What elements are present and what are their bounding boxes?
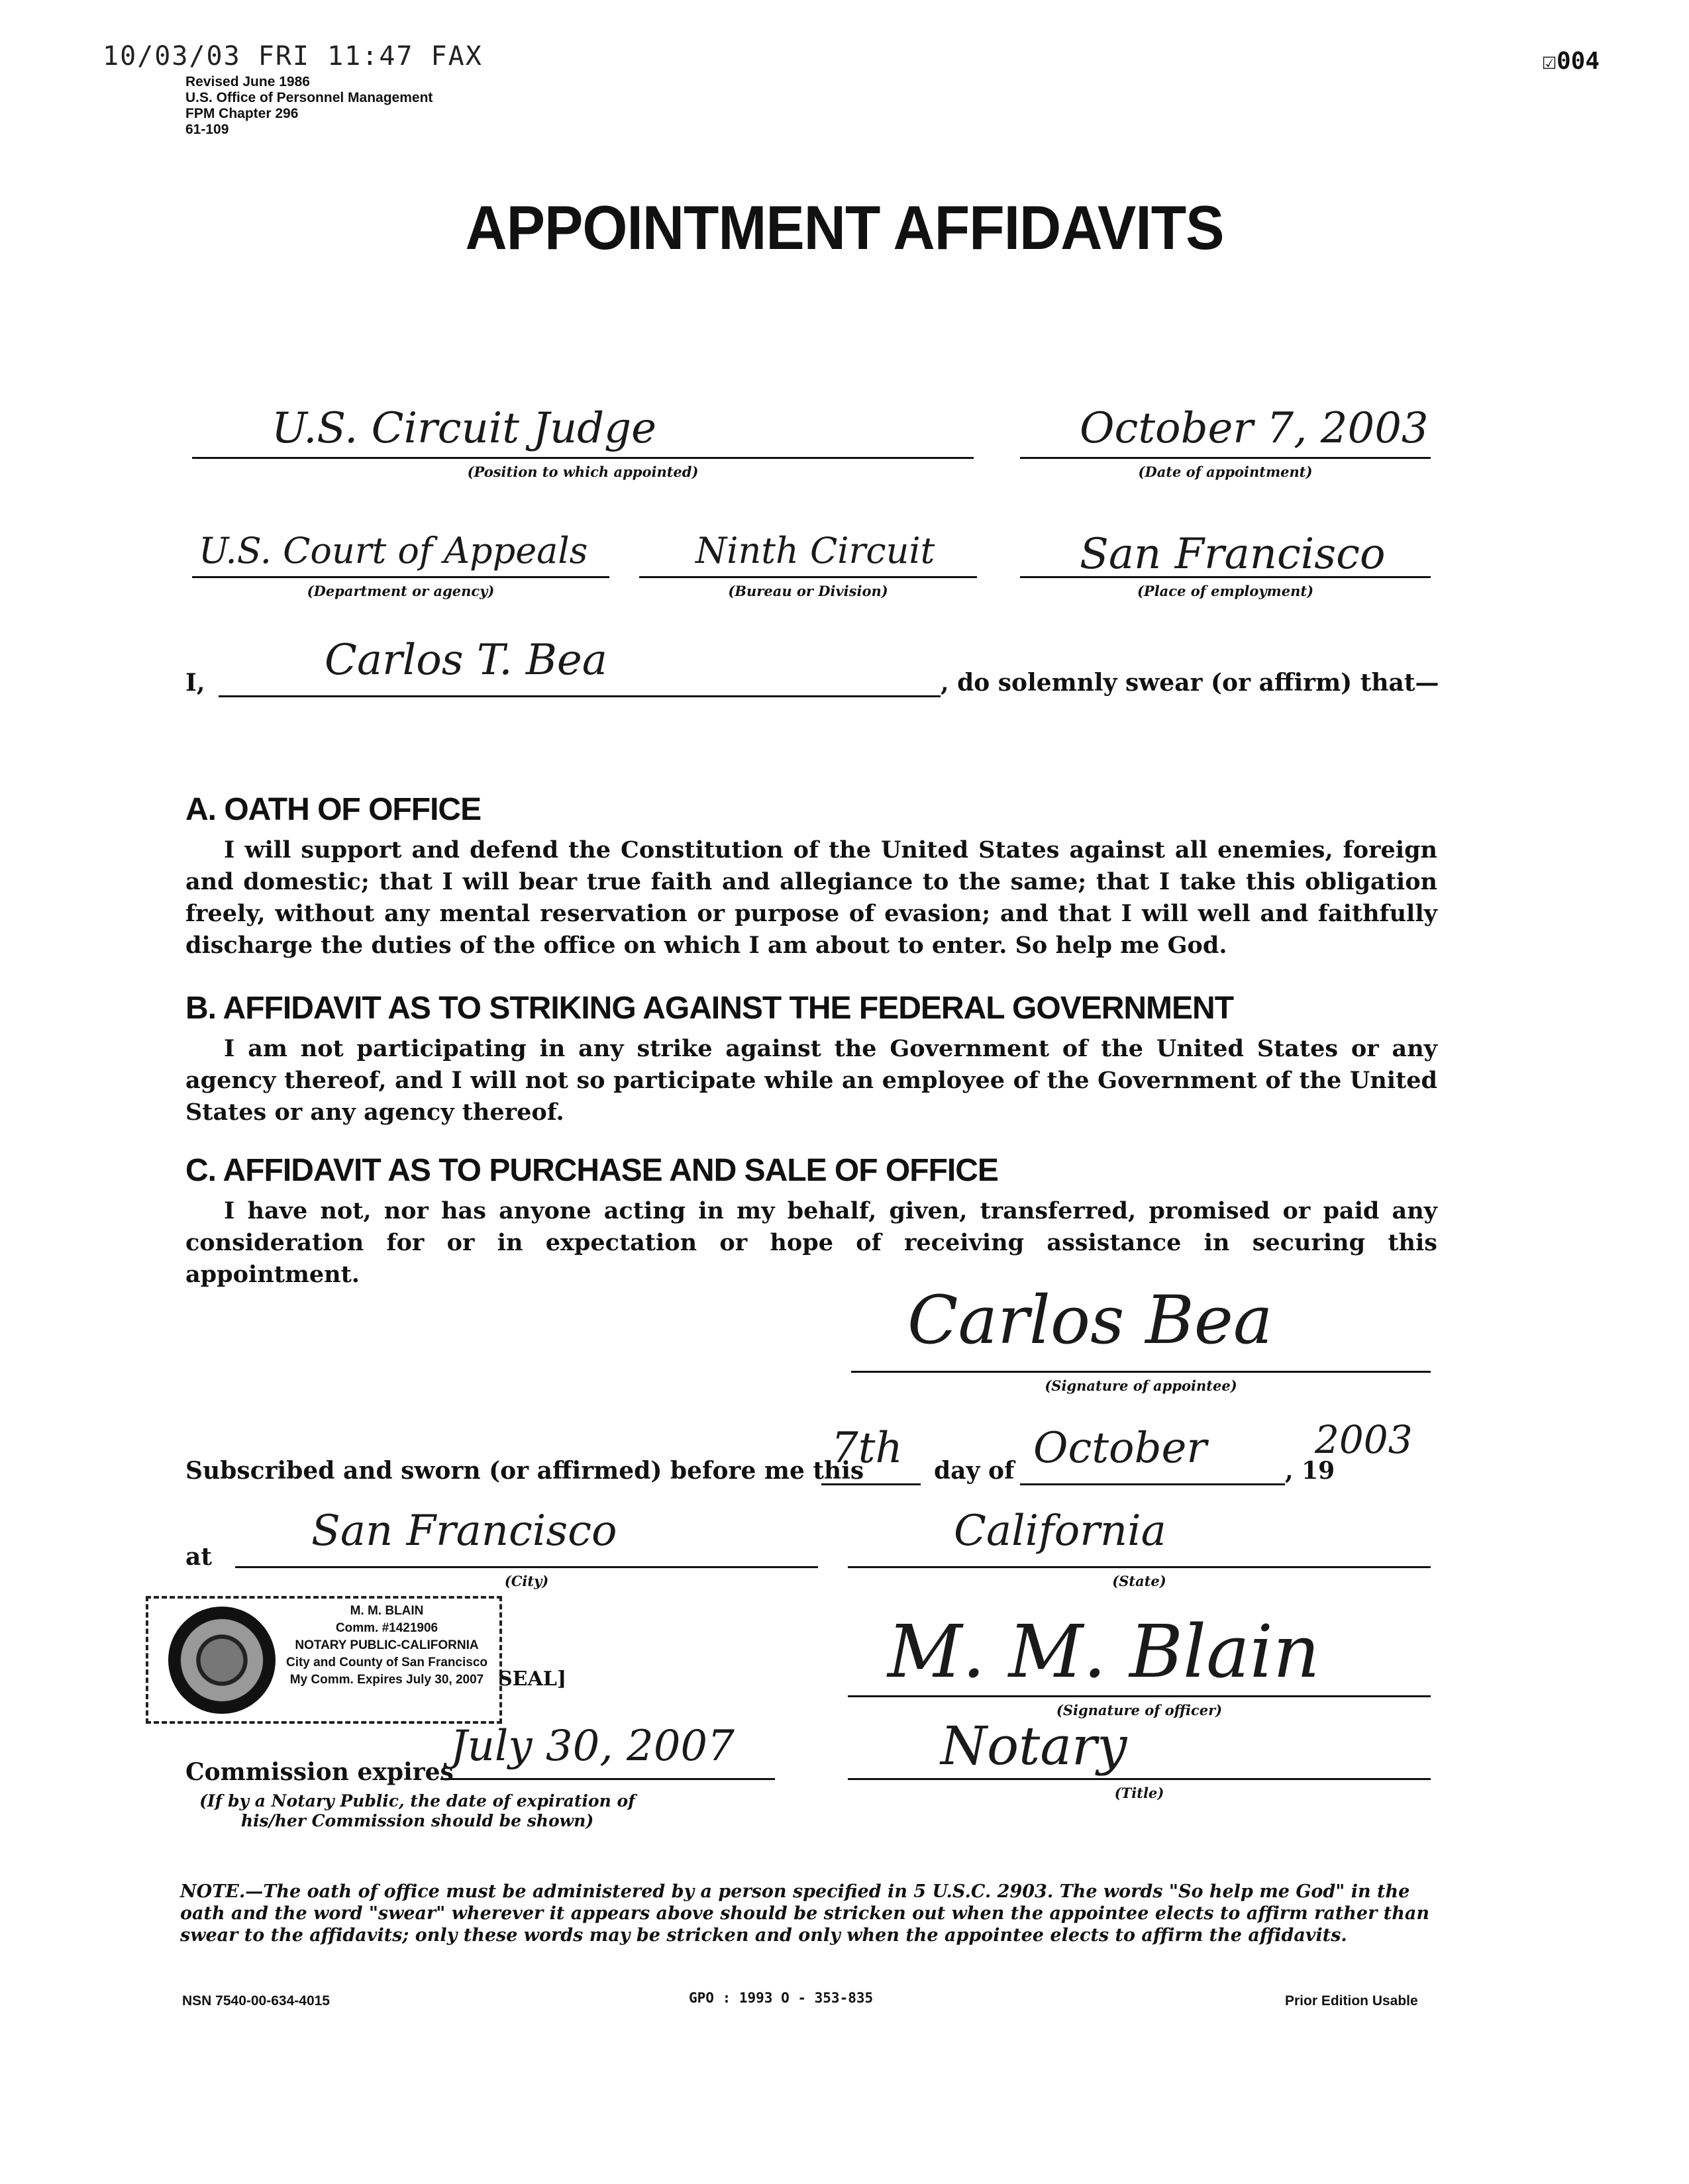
- appointee-signature-line: [851, 1371, 1431, 1373]
- form-agency: U.S. Office of Personnel Management: [185, 90, 433, 105]
- state-caption: (State): [1112, 1573, 1166, 1589]
- officer-signature: M. M. Blain: [888, 1609, 1320, 1694]
- state-line: [848, 1566, 1431, 1568]
- date-line: [1020, 457, 1431, 459]
- notary-seal: [146, 1596, 502, 1724]
- footer-prior-edition: Prior Edition Usable: [1285, 1993, 1418, 2009]
- bureau-value: Ninth Circuit: [695, 530, 935, 571]
- subscribed-month-line: [1020, 1483, 1285, 1485]
- state-value: California: [954, 1507, 1166, 1556]
- fax-header: 10/03/03 FRI 11:47 FAX: [103, 41, 483, 72]
- date-value: October 7, 2003: [1080, 404, 1429, 453]
- officer-signature-caption: (Signature of officer): [1056, 1702, 1223, 1718]
- department-value: U.S. Court of Appeals: [199, 530, 588, 571]
- title-value: Notary: [941, 1715, 1127, 1777]
- notary-expiration: My Comm. Expires July 30, 2007: [289, 1673, 484, 1687]
- place-line: [1020, 576, 1431, 578]
- bureau-caption: (Bureau or Division): [728, 583, 888, 599]
- day-of-label: day of: [934, 1457, 1015, 1485]
- place-value: San Francisco: [1080, 530, 1386, 579]
- oath-prefix: I,: [185, 669, 205, 697]
- fax-page-number: ☑004: [1542, 48, 1600, 75]
- subscribed-month: October: [1033, 1424, 1207, 1473]
- page-code: 004: [1556, 48, 1600, 75]
- form-chapter: FPM Chapter 296: [185, 106, 299, 121]
- notary-seal-text: [281, 1603, 493, 1689]
- commission-expires-value: July 30, 2007: [450, 1722, 735, 1771]
- notary-commission-number: Comm. #1421906: [335, 1621, 438, 1635]
- commission-line: [440, 1778, 775, 1780]
- page-title: APPOINTMENT AFFIDAVITS: [465, 193, 1224, 262]
- subscribed-day-line: [821, 1483, 921, 1485]
- year-prefix: , 19: [1285, 1457, 1335, 1485]
- appointee-name-line: [219, 695, 941, 697]
- commission-label: Commission expires: [185, 1758, 454, 1786]
- note-text: NOTE.—The oath of office must be administered by a person specified in 5 U.S.C. 2903. The words "So help me God" in the oath and the word "swear" wherever it appears above should be stricken out when the appointee elects to affirm rather than swear to the affidavits; only these words may be stricken and only when the appointee elects to affirm the affidavits.: [180, 1881, 1429, 1946]
- department-caption: (Department or agency): [307, 583, 495, 599]
- bureau-line: [639, 576, 977, 578]
- appointee-signature-caption: (Signature of appointee): [1045, 1377, 1237, 1394]
- form-number: 61-109: [185, 122, 229, 137]
- city-value: San Francisco: [311, 1507, 617, 1556]
- date-caption: (Date of appointment): [1138, 464, 1313, 480]
- position-line: [192, 457, 974, 459]
- section-b-text: I am not participating in any strike against the Government of the United States or any agency thereof, and I will not so participate while an employee of the Government of the United States or any agency thereof.: [185, 1035, 1437, 1126]
- commission-note: (If by a Notary Public, the date of expiration of his/her Commission should be shown): [199, 1791, 635, 1830]
- at-label: at: [185, 1543, 212, 1571]
- section-c-text: I have not, nor has anyone acting in my behalf, given, transferred, promised or paid any consideration for or in expectation or hope of receiving assistance in securing this appointment.: [185, 1197, 1437, 1288]
- section-c-heading: C. AFFIDAVIT AS TO PURCHASE AND SALE OF OFFICE: [185, 1153, 998, 1188]
- department-line: [192, 576, 609, 578]
- notary-title: NOTARY PUBLIC-CALIFORNIA: [295, 1638, 479, 1652]
- seal-bracket: SEAL]: [498, 1667, 567, 1691]
- appointee-name: Carlos T. Bea: [325, 636, 607, 685]
- subscribed-year: 2003: [1315, 1417, 1413, 1462]
- subscribed-text: Subscribed and sworn (or affirmed) before me this: [185, 1457, 864, 1485]
- notary-seal-emblem-icon: [168, 1607, 276, 1714]
- title-line: [848, 1778, 1431, 1780]
- notary-name: M. M. BLAIN: [350, 1604, 424, 1618]
- section-b-heading: B. AFFIDAVIT AS TO STRIKING AGAINST THE FEDERAL GOVERNMENT: [185, 991, 1234, 1026]
- section-a-heading: A. OATH OF OFFICE: [185, 792, 482, 827]
- subscribed-day: 7th: [831, 1424, 903, 1473]
- form-revision: Revised June 1986: [185, 74, 310, 89]
- title-caption: (Title): [1114, 1785, 1164, 1801]
- notary-county: City and County of San Francisco: [285, 1656, 488, 1669]
- footer-nsn: NSN 7540-00-634-4015: [182, 1993, 330, 2009]
- place-caption: (Place of employment): [1137, 583, 1314, 599]
- city-caption: (City): [504, 1573, 549, 1589]
- position-value: U.S. Circuit Judge: [272, 404, 656, 453]
- oath-suffix: , do solemnly swear (or affirm) that—: [941, 669, 1439, 697]
- officer-signature-line: [848, 1695, 1431, 1697]
- footer-gpo: GPO : 1993 O - 353-835: [689, 1990, 874, 2006]
- position-caption: (Position to which appointed): [467, 464, 699, 480]
- city-line: [235, 1566, 818, 1568]
- form-header: [185, 74, 433, 138]
- appointee-signature: Carlos Bea: [907, 1281, 1273, 1359]
- section-a-text: I will support and defend the Constitution of the United States against all enemies, foreign and domestic; that I will bear true faith and allegiance to the same; that I take this obligation freely, without any mental reservation or purpose of evasion; and that I will well and faithfully discharge the duties of the office on which I am about to enter. So help me God.: [185, 836, 1437, 959]
